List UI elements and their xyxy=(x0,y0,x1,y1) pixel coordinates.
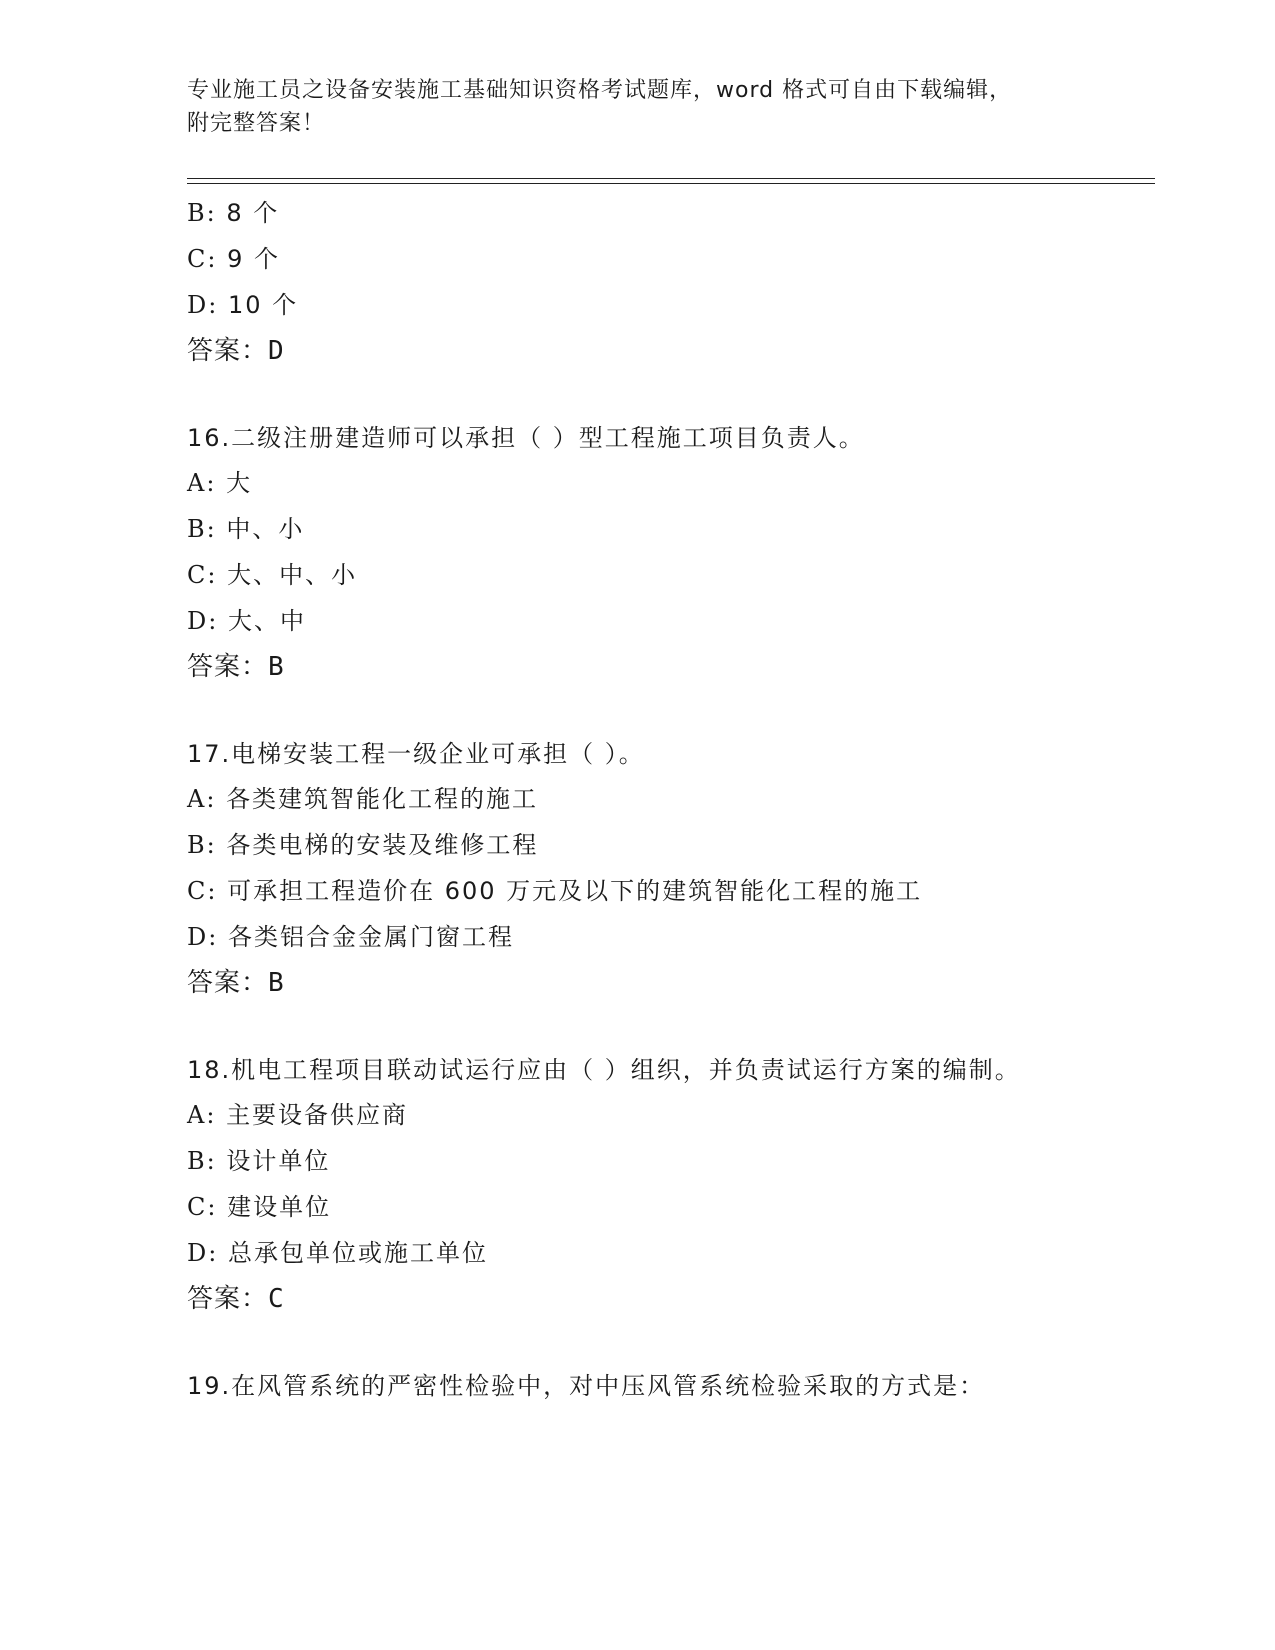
option-text: 可承担工程造价在 600 万元及以下的建筑智能化工程的施工 xyxy=(227,877,923,905)
answer-line xyxy=(187,1276,1087,1322)
header-rule-top xyxy=(187,178,1155,179)
option-key: C: xyxy=(187,1193,218,1221)
option-key: D: xyxy=(187,607,219,635)
option-key: B: xyxy=(187,199,217,227)
answer-label: 答案： xyxy=(187,1284,269,1314)
answer-value: C xyxy=(268,1284,285,1314)
answer-label: 答案： xyxy=(187,968,269,998)
header-line-1: 专业施工员之设备安装施工基础知识资格考试题库，word 格式可自由下载编辑， xyxy=(187,78,1013,103)
question-title: 16.二级注册建造师可以承担（ ）型工程施工项目负责人。 xyxy=(187,424,865,452)
option-text: 大、中 xyxy=(227,607,306,635)
option-text: 各类建筑智能化工程的施工 xyxy=(226,785,539,813)
question-block-19 xyxy=(187,1364,1087,1408)
option-a xyxy=(187,1092,1087,1138)
question-title: 19.在风管系统的严密性检验中，对中压风管系统检验采取的方式是： xyxy=(187,1372,986,1400)
option-b xyxy=(187,190,1087,236)
option-b xyxy=(187,1138,1087,1184)
option-text: 大、中、小 xyxy=(227,561,358,589)
option-key: A: xyxy=(187,469,217,497)
answer-value: D xyxy=(268,336,285,366)
header-line-2: 附完整答案！ xyxy=(187,111,326,136)
answer-line xyxy=(187,328,1087,374)
answer-label: 答案： xyxy=(187,336,269,366)
question-title: 17.电梯安装工程一级企业可承担（ ）。 xyxy=(187,740,645,768)
option-d xyxy=(187,1230,1087,1276)
answer-label: 答案： xyxy=(187,652,269,682)
answer-line xyxy=(187,960,1087,1006)
answer-line xyxy=(187,644,1087,690)
option-key: B: xyxy=(187,1147,217,1175)
option-b xyxy=(187,506,1087,552)
header-rule-bottom xyxy=(187,183,1155,184)
option-key: D: xyxy=(187,1239,219,1267)
spacer xyxy=(187,374,1087,416)
option-key: C: xyxy=(187,877,218,905)
question-block-16 xyxy=(187,416,1087,690)
option-text: 总承包单位或施工单位 xyxy=(227,1239,488,1267)
option-key: D: xyxy=(187,291,219,319)
option-key: D: xyxy=(187,923,219,951)
option-key: C: xyxy=(187,561,218,589)
question-block-prev xyxy=(187,190,1087,374)
option-text: 建设单位 xyxy=(227,1193,332,1221)
question-block-17 xyxy=(187,732,1087,1006)
option-c xyxy=(187,236,1087,282)
spacer xyxy=(187,1322,1087,1364)
option-text: 主要设备供应商 xyxy=(226,1101,409,1129)
document-header xyxy=(187,74,1067,140)
option-text: 各类电梯的安装及维修工程 xyxy=(226,831,539,859)
question-list xyxy=(187,190,1087,1408)
option-text: 10 个 xyxy=(227,291,299,319)
option-c xyxy=(187,1184,1087,1230)
option-d xyxy=(187,914,1087,960)
option-text: 设计单位 xyxy=(226,1147,331,1175)
option-key: A: xyxy=(187,785,217,813)
option-key: B: xyxy=(187,515,217,543)
option-text: 大 xyxy=(226,469,253,497)
option-text: 8 个 xyxy=(226,199,280,227)
option-text: 各类铝合金金属门窗工程 xyxy=(227,923,514,951)
option-key: A: xyxy=(187,1101,217,1129)
answer-value: B xyxy=(268,652,285,682)
option-c xyxy=(187,868,1087,914)
answer-value: B xyxy=(268,968,285,998)
option-b xyxy=(187,822,1087,868)
spacer xyxy=(187,1006,1087,1048)
option-key: B: xyxy=(187,831,217,859)
option-key: C: xyxy=(187,245,218,273)
question-block-18 xyxy=(187,1048,1087,1322)
option-c xyxy=(187,552,1087,598)
option-text: 9 个 xyxy=(227,245,280,273)
option-d xyxy=(187,282,1087,328)
option-d xyxy=(187,598,1087,644)
option-a xyxy=(187,776,1087,822)
spacer xyxy=(187,690,1087,732)
question-title: 18.机电工程项目联动试运行应由（ ）组织，并负责试运行方案的编制。 xyxy=(187,1056,1021,1084)
option-a xyxy=(187,460,1087,506)
option-text: 中、小 xyxy=(226,515,305,543)
